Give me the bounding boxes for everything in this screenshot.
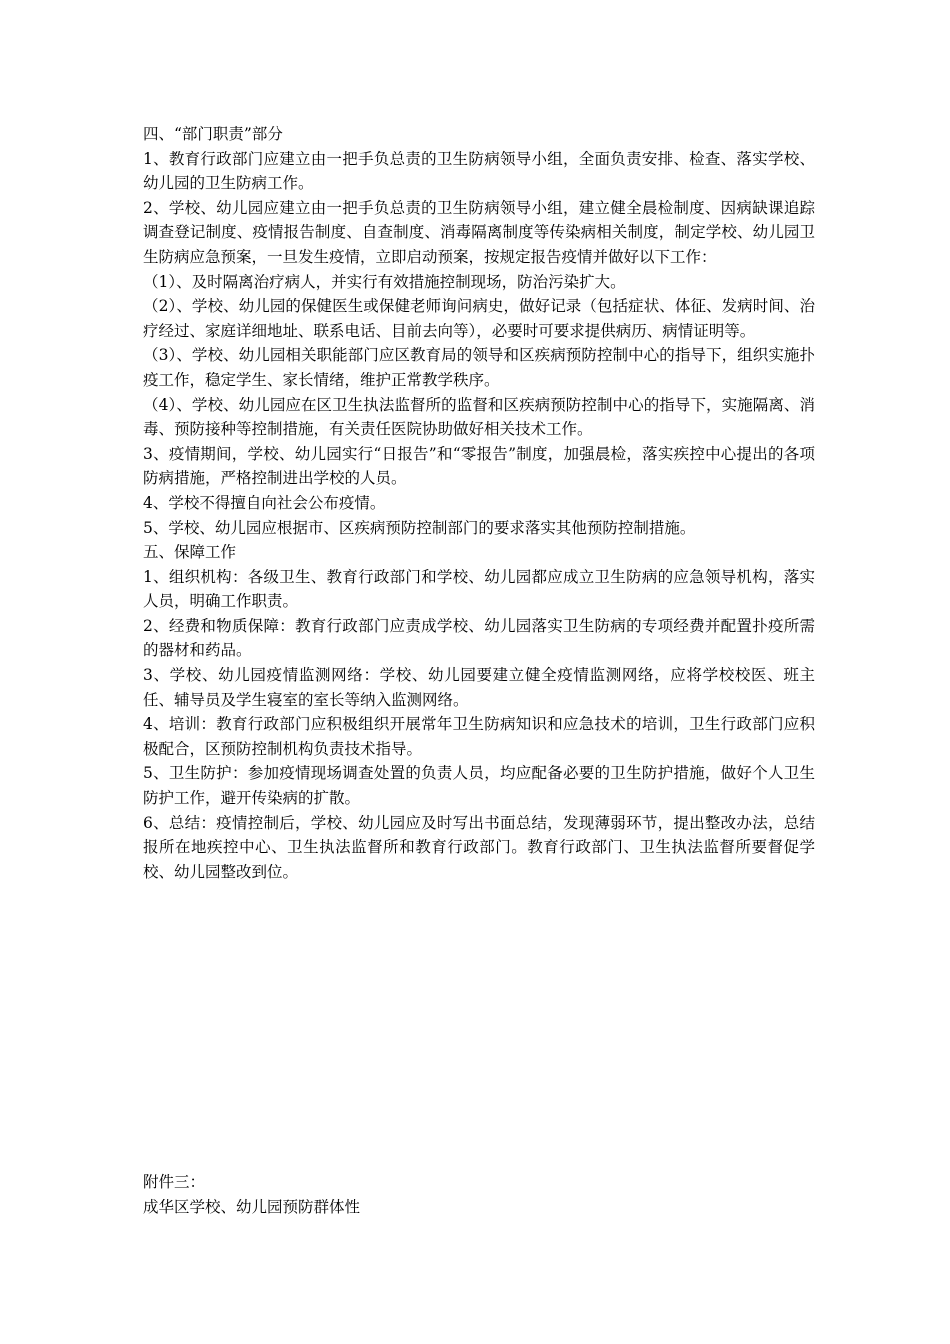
document-body [143, 122, 815, 884]
paragraph: 1、教育行政部门应建立由一把手负总责的卫生防病领导小组，全面负责安排、检查、落实学校、幼儿园的卫生防病工作。 [143, 149, 815, 193]
paragraph: （2）、学校、幼儿园的保健医生或保健老师询问病史，做好记录（包括症状、体征、发病时间、治疗经过、家庭详细地址、联系电话、目前去向等），必要时可要求提供病历、病情证明等。 [143, 297, 815, 340]
paragraph: 5、卫生防护：参加疫情现场调查处置的负责人员，均应配备必要的卫生防护措施，做好个人卫生防护工作，避开传染病的扩散。 [143, 764, 815, 808]
paragraph: （3）、学校、幼儿园相关职能部门应区教育局的领导和区疾病预防控制中心的指导下，组织实施扑疫工作，稳定学生、家长情绪，维护正常教学秩序。 [143, 346, 815, 389]
paragraph: （1）、及时隔离治疗病人，并实行有效措施控制现场，防治污染扩大。 [143, 272, 626, 291]
attachment-block [143, 1170, 815, 1220]
section-heading-duties: 四、“部门职责”部分 [143, 125, 283, 143]
paragraph: 6、总结：疫情控制后，学校、幼儿园应及时写出书面总结，发现薄弱环节，提出整改办法，总结报所在地疾控中心、卫生执法监督所和教育行政部门。教育行政部门、卫生执法监督所要督促学校、幼儿园整改到位。 [143, 813, 815, 881]
paragraph: 4、培训：教育行政部门应积极组织开展常年卫生防病知识和应急技术的培训，卫生行政部门应积极配合，区预防控制机构负责技术指导。 [143, 715, 815, 758]
attachment-label: 附件三： [143, 1173, 206, 1191]
paragraph: 4、学校不得擅自向社会公布疫情。 [143, 493, 386, 512]
paragraph: 3、疫情期间，学校、幼儿园实行“日报告”和“零报告”制度，加强晨检，落实疾控中心提出的各项防病措施，严格控制进出学校的人员。 [143, 444, 815, 488]
paragraph: 5、学校、幼儿园应根据市、区疾病预防控制部门的要求落实其他预防控制措施。 [143, 518, 696, 537]
paragraph: 1、组织机构：各级卫生、教育行政部门和学校、幼儿园都应成立卫生防病的应急领导机构，落实人员，明确工作职责。 [143, 567, 815, 611]
section-heading-safeguards: 五、保障工作 [143, 543, 237, 562]
attachment-title: 成华区学校、幼儿园预防群体性 [143, 1198, 361, 1216]
paragraph: （4）、学校、幼儿园应在区卫生执法监督所的监督和区疾病预防控制中心的指导下，实施隔离、消毒、预防接种等控制措施，有关责任医院协助做好相关技术工作。 [143, 395, 815, 439]
paragraph: 2、经费和物质保障：教育行政部门应责成学校、幼儿园落实卫生防病的专项经费并配置扑疫所需的器材和药品。 [143, 616, 815, 660]
paragraph: 3、学校、幼儿园疫情监测网络：学校、幼儿园要建立健全疫情监测网络，应将学校校医、班主任、辅导员及学生寝室的室长等纳入监测网络。 [143, 666, 815, 709]
paragraph: 2、学校、幼儿园应建立由一把手负总责的卫生防病领导小组，建立健全晨检制度、因病缺课追踪调查登记制度、疫情报告制度、自查制度、消毒隔离制度等传染病相关制度，制定学校、幼儿园卫生防病应急预案，一旦发生疫情，立即启动预案，按规定报告疫情并做好以下工作： [143, 198, 815, 266]
